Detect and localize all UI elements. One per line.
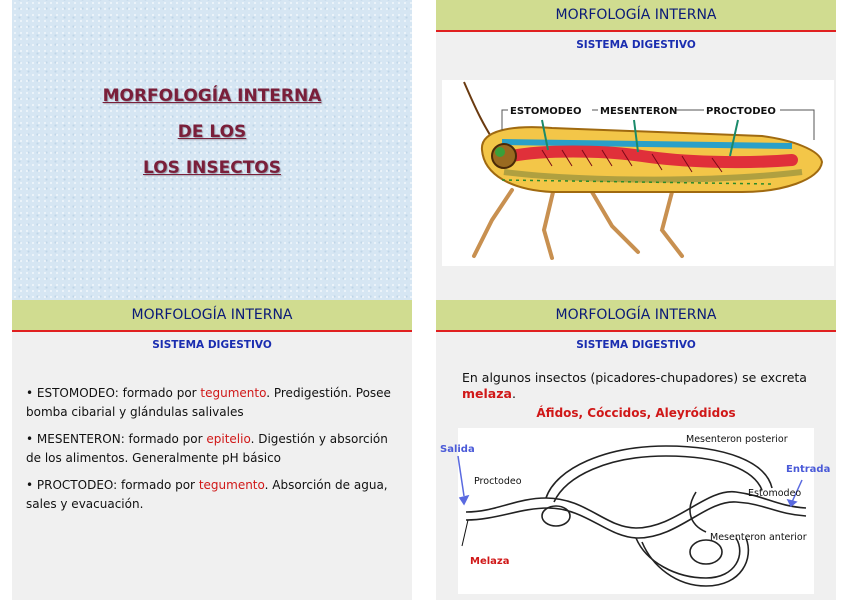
label-proctodeo: Proctodeo: [474, 476, 522, 487]
highlight-term: tegumento: [200, 386, 267, 400]
insect-groups: Áfidos, Cóccidos, Aleyródidos: [536, 406, 736, 420]
label-salida: Salida: [440, 444, 475, 455]
label-proctodeo: PROCTODEO: [706, 106, 776, 117]
slide-header: MORFOLOGÍA INTERNA: [436, 0, 836, 32]
bullet-marker: •: [26, 386, 34, 400]
title-slide: [12, 0, 412, 300]
label-mesenteron-posterior: Mesenteron posterior: [686, 434, 788, 445]
bullet-estomodeo: • ESTOMODEO: formado por tegumento. Predigestión. Posee bomba cibarial y glándulas salivales: [26, 386, 391, 419]
slide-header: MORFOLOGÍA INTERNA: [12, 300, 412, 332]
insect-digestive-figure: [442, 80, 834, 266]
highlight-term: epitelio: [206, 432, 251, 446]
bullet-mesenteron: • MESENTERON: formado por epitelio. Digestión y absorción de los alimentos. Generalmente pH básico: [26, 432, 388, 465]
label-estomodeo: Estomodeo: [748, 488, 802, 499]
slide-title: [12, 78, 412, 186]
title-line-2: DE LOS: [177, 122, 247, 142]
label-melaza: Melaza: [470, 556, 510, 567]
melaza-term: melaza: [462, 386, 512, 401]
melaza-slide: [436, 300, 836, 600]
bullets-slide: [12, 300, 412, 600]
slide-header: MORFOLOGÍA INTERNA: [436, 300, 836, 332]
bullet-marker: •: [26, 432, 34, 446]
anatomy-slide: [436, 0, 836, 300]
melaza-paragraph: En algunos insectos (picadores-chupadores) se excreta melaza.: [462, 370, 807, 401]
title-line-3: LOS INSECTOS: [142, 158, 282, 178]
filter-chamber-diagram: [436, 428, 836, 600]
label-estomodeo: ESTOMODEO: [510, 106, 582, 117]
slide-subtitle: SISTEMA DIGESTIVO: [576, 339, 696, 351]
label-mesenteron: MESENTERON: [600, 106, 678, 117]
title-line-1: MORFOLOGÍA INTERNA: [102, 86, 322, 106]
highlight-term: tegumento: [198, 478, 265, 492]
bullet-marker: •: [26, 478, 34, 492]
slide-subtitle: SISTEMA DIGESTIVO: [152, 339, 272, 351]
label-mesenteron-anterior: Mesenteron anterior: [710, 532, 807, 543]
label-entrada: Entrada: [786, 464, 831, 475]
slide-subtitle: SISTEMA DIGESTIVO: [576, 39, 696, 51]
bullet-proctodeo: • PROCTODEO: formado por tegumento. Absorción de agua, sales y evacuación.: [26, 478, 388, 511]
